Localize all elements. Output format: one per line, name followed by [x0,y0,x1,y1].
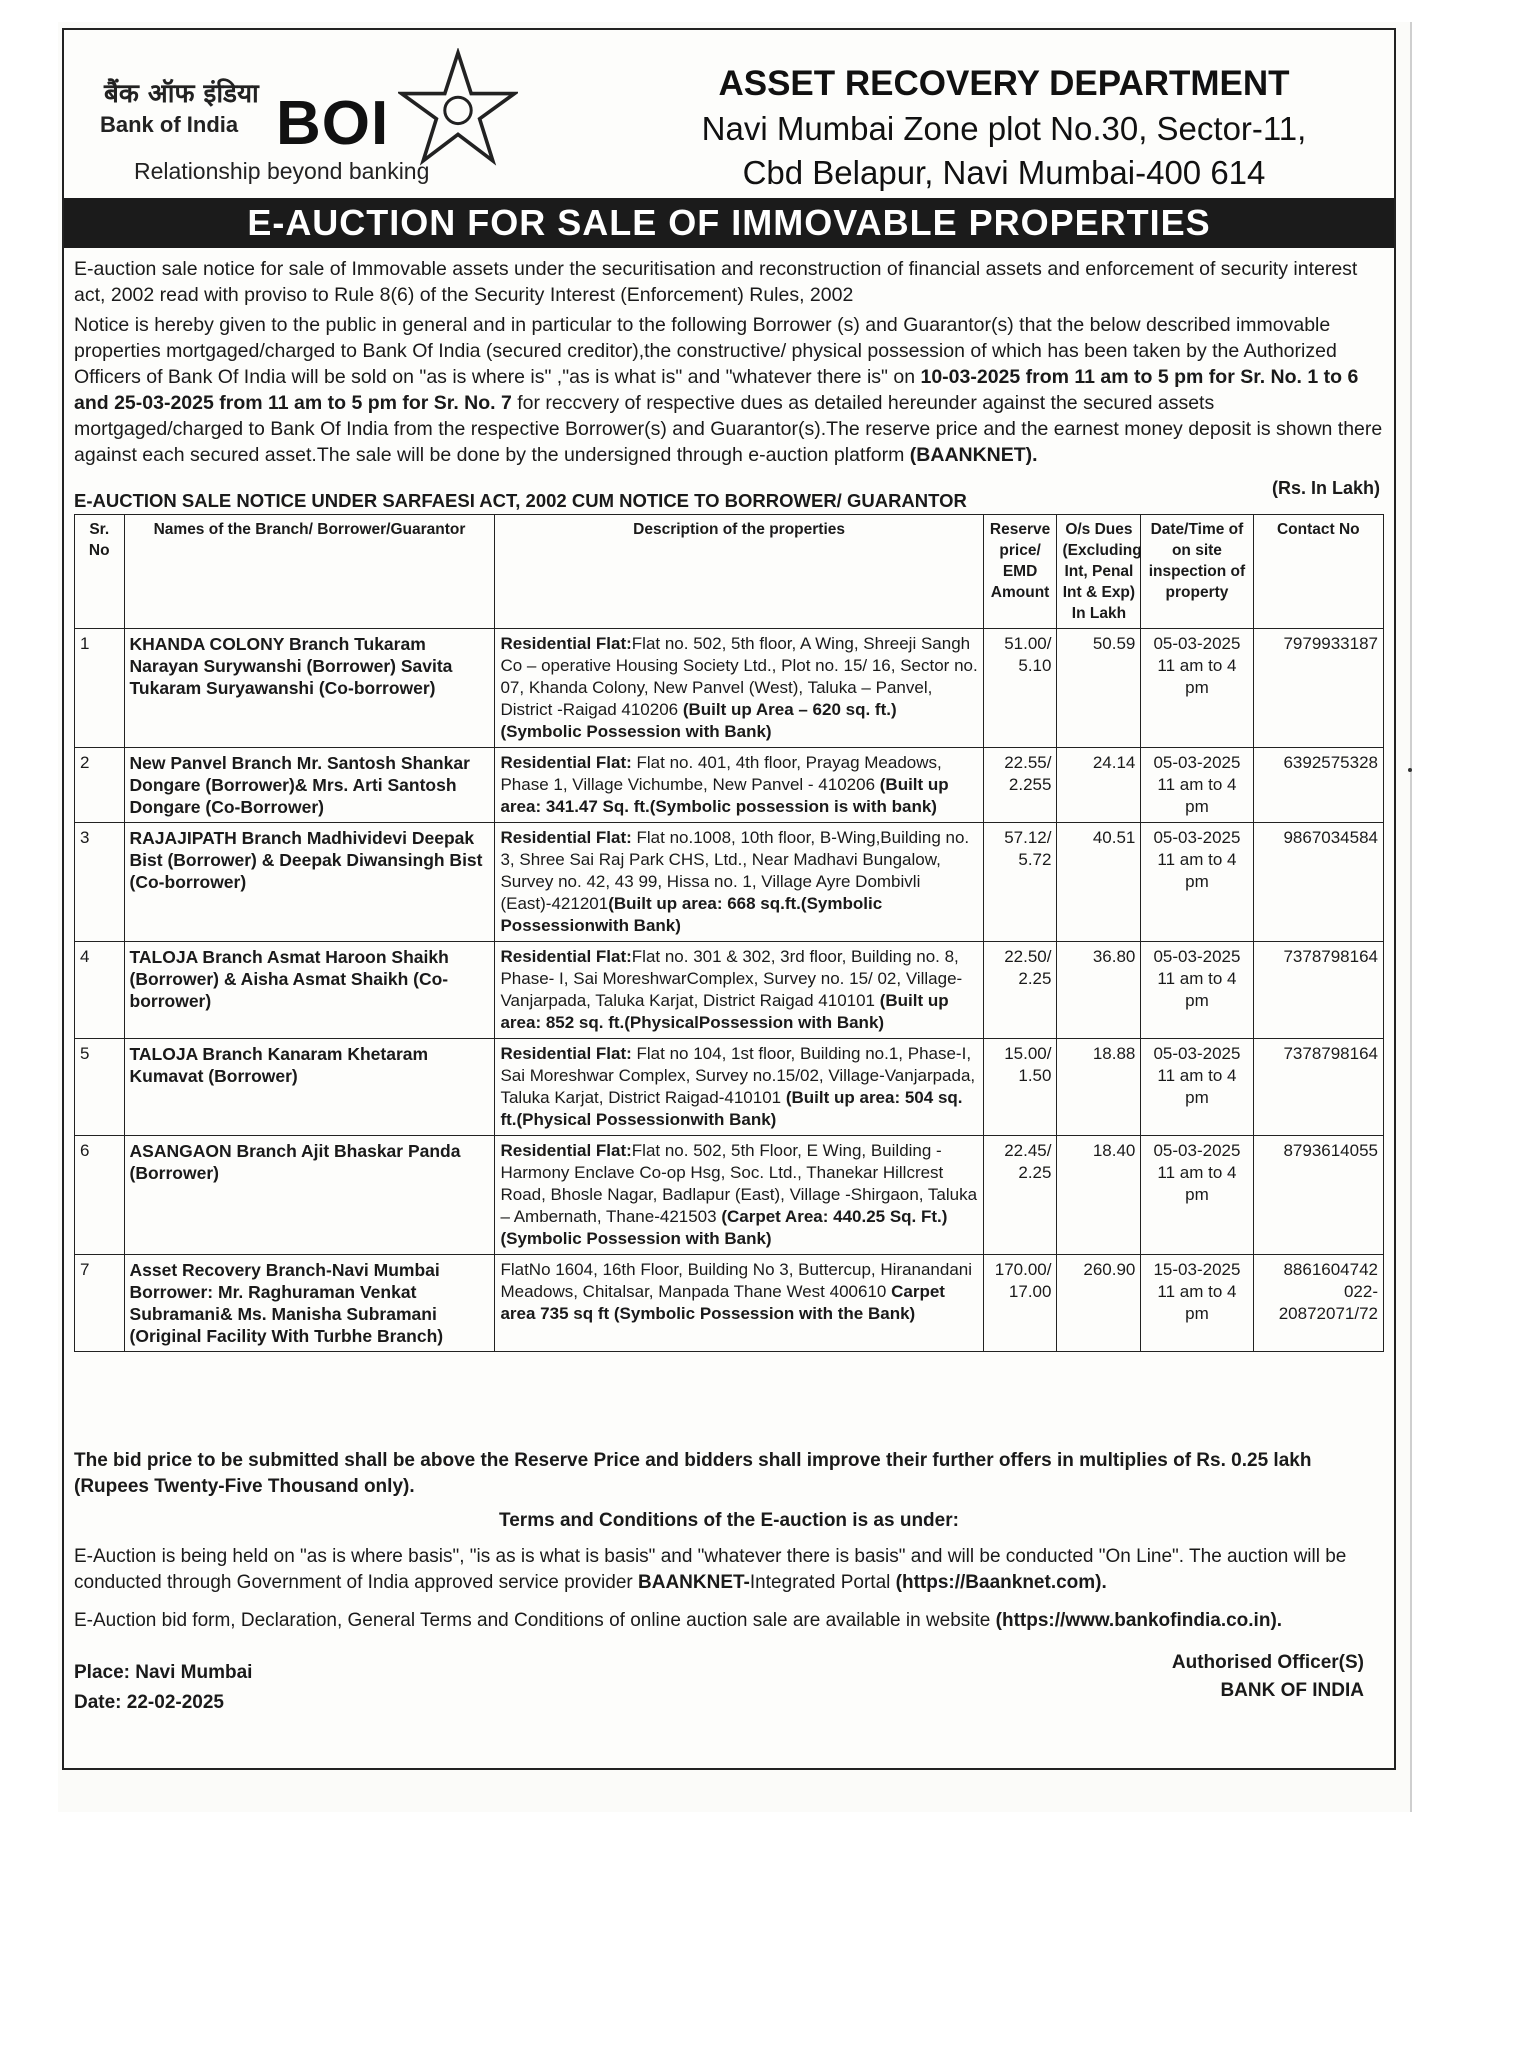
description-text: Flat no. 502, 5th floor, A Wing, Shreeji Sangh Co – operative Housing Society Ltd., Plot no. 15/ 16, Sector no. 07, Khanda Colony, New Panvel (West), Taluka – Panvel, District -Raigad 410206 [500,634,978,719]
cell-contact: 6392575328 [1253,748,1383,823]
cell-contact: 8861604742 022-20872071/72 [1253,1255,1383,1352]
table-row [75,629,1384,748]
cell-contact: 7378798164 [1253,942,1383,1039]
cell-sr-no: 1 [75,629,125,748]
cell-reserve-price: 170.00/ 17.00 [983,1255,1057,1352]
cell-reserve-price: 22.55/ 2.255 [983,748,1057,823]
cell-sr-no: 5 [75,1039,125,1136]
cell-description [495,823,983,942]
description-area: Carpet area 735 sq ft (Symbolic Possession with the Bank) [500,1282,945,1323]
header-sr-no: Sr. No [75,515,125,629]
logo-hindi-text: बैंक ऑफ इंडिया [104,79,259,109]
description-area: (Built up area: 504 sq. ft.(Physical Possessionwith Bank) [500,1088,963,1129]
cell-reserve-price: 57.12/ 5.72 [983,823,1057,942]
cell-borrower: Asset Recovery Branch-Navi Mumbai Borrower: Mr. Raghuraman Venkat Subramani& Ms. Manisha Subramani (Original Facility With Turbhe Branch) [124,1255,495,1352]
cell-sr-no: 4 [75,942,125,1039]
cell-dues: 260.90 [1057,1255,1141,1352]
cell-contact: 7979933187 [1253,629,1383,748]
cell-sr-no: 7 [75,1255,125,1352]
cell-dues: 50.59 [1057,629,1141,748]
cell-inspection-date: 05-03-2025 11 am to 4 pm [1141,1136,1253,1255]
department-title: ASSET RECOVERY DEPARTMENT [718,64,1290,103]
cell-inspection-date: 05-03-2025 11 am to 4 pm [1141,629,1253,748]
cell-reserve-price: 22.50/ 2.25 [983,942,1057,1039]
sub-heading: E-AUCTION SALE NOTICE UNDER SARFAESI ACT, 2002 CUM NOTICE TO BORROWER/ GUARANTOR [74,490,967,511]
description-area: (Built up Area – 620 sq. ft.) (Symbolic Possession with Bank) [500,700,897,741]
cell-description [495,629,983,748]
table-header-row [75,515,1384,629]
description-prefix: Residential Flat: [500,634,632,653]
intro-paragraph-1: E-auction sale notice for sale of Immovable assets under the securitisation and reconstruction of financial assets and enforcement of security interest act, 2002 read with proviso to Rule 8(6) of the Security Interest (Enforcement) Rules, 2002 [74,258,1358,306]
cell-dues: 24.14 [1057,748,1141,823]
cell-inspection-date: 05-03-2025 11 am to 4 pm [1141,748,1253,823]
cell-inspection-date: 05-03-2025 11 am to 4 pm [1141,942,1253,1039]
bank-signature: BANK OF INDIA [1220,1680,1364,1701]
logo-english-text: Bank of India [100,112,239,137]
cell-borrower: ASANGAON Branch Ajit Bhaskar Panda (Borrower) [124,1136,495,1255]
cell-description [495,1039,983,1136]
intro-paragraph-2: Notice is hereby given to the public in general and in particular to the following Borrower (s) and Guarantor(s) that the below described immovable properties mortgaged/charged to Bank Of India (secured creditor),the constructive/ physical possession of which has been taken by the Authorized Officers of Bank Of India will be sold on "as is where is" ,"as is what is" and "whatever there is" on 10-03-2025 from 11 am to 5 pm for Sr. No. 1 to 6 and 25-03-2025 from 11 am to 5 pm for Sr. No. 7 for reccvery of respective dues as detailed hereunder against the secured assets mortgaged/charged to Bank Of India from the respective Borrower(s) and Guarantor(s).The reserve price and the earnest money deposit is shown there against each secured asset.The sale will be done by the undersigned through e-auction platform (BAANKNET). [74,314,1383,466]
authorised-officer: Authorised Officer(S) [1171,1652,1364,1673]
terms-title: Terms and Conditions of the E-auction is as under: [499,1510,959,1531]
description-prefix: Residential Flat: [500,1044,632,1063]
cell-inspection-date: 05-03-2025 11 am to 4 pm [1141,823,1253,942]
properties-table [74,514,1384,1352]
cell-borrower: KHANDA COLONY Branch Tukaram Narayan Surywanshi (Borrower) Savita Tukaram Suryawanshi (Co-borrower) [124,629,495,748]
address-line-1: Navi Mumbai Zone plot No.30, Sector-11, [701,110,1307,147]
cell-sr-no: 6 [75,1136,125,1255]
description-text: Flat no. 401, 4th floor, Prayag Meadows, Phase 1, Village Vichumbe, New Panvel - 410206 [500,753,942,794]
cell-inspection-date: 15-03-2025 11 am to 4 pm [1141,1255,1253,1352]
table-row [75,1039,1384,1136]
header-dues: O/s Dues (Excluding Int, Penal Int & Exp) In Lakh [1057,515,1141,629]
header-names: Names of the Branch/ Borrower/Guarantor [124,515,495,629]
description-prefix: Residential Flat: [500,1141,632,1160]
cell-description [495,1136,983,1255]
description-text: FlatNo 1604, 16th Floor, Building No 3, Buttercup, Hiranandani Meadows, Chitalsar, Manpada Thane West 400610 [500,1260,973,1301]
table-row [75,1136,1384,1255]
tagline: Relationship beyond banking [134,158,430,184]
header-inspection-date: Date/Time of on site inspection of property [1141,515,1253,629]
description-text: Flat no.1008, 10th floor, B-Wing,Building no. 3, Shree Sai Raj Park CHS, Ltd., Near Madhavi Bungalow, Survey no. 42, 43 99, Hissa no. 1, Village Ayre Dombivli (East)-421201 [500,828,970,913]
terms-paragraph-2: E-Auction bid form, Declaration, General Terms and Conditions of online auction sale are available in website (https://www.bankofindia.co.in). [74,1610,1283,1631]
currency-unit-note: (Rs. In Lakh) [1271,478,1380,498]
cell-inspection-date: 05-03-2025 11 am to 4 pm [1141,1039,1253,1136]
cell-borrower: TALOJA Branch Asmat Haroon Shaikh (Borrower) & Aisha Asmat Shaikh (Co-borrower) [124,942,495,1039]
notice-date: Date: 22-02-2025 [74,1692,224,1713]
description-text: Flat no 104, 1st floor, Building no.1, Phase-I, Sai Moreshwar Complex, Survey no.15/02, Village-Vanjarpada, Taluka Karjat, District Raigad-410101 [500,1044,976,1107]
cell-description [495,942,983,1039]
description-area: (Carpet Area: 440.25 Sq. Ft.) (Symbolic Possession with Bank) [500,1207,948,1248]
description-prefix: Residential Flat: [500,828,632,847]
terms-paragraph-1: E-Auction is being held on "as is where basis", "is as is what is basis" and "whatever there is basis" and will be conducted "On Line". The auction will be conducted through Government of India approved service provider BAANKNET-Integrated Portal (https://Baanknet.com). [74,1546,1347,1593]
description-area: (Built up area: 852 sq. ft.(PhysicalPossession with Bank) [500,991,949,1032]
cell-description [495,748,983,823]
table-row [75,942,1384,1039]
table-row [75,748,1384,823]
print-speck [1408,768,1412,772]
star-logo-icon [398,48,518,168]
auction-notice [62,28,1396,1770]
description-prefix: Residential Flat: [500,947,632,966]
logo-boi: BOI [276,89,390,158]
cell-borrower: New Panvel Branch Mr. Santosh Shankar Dongare (Borrower)& Mrs. Arti Santosh Dongare (Co-Borrower) [124,748,495,823]
table-row [75,1255,1384,1352]
description-prefix: Residential Flat: [500,753,632,772]
address-line-2: Cbd Belapur, Navi Mumbai-400 614 [742,154,1266,191]
description-text: Flat no. 502, 5th Floor, E Wing, Building - Harmony Enclave Co-op Hsg, Soc. Ltd., Thanekar Hillcrest Road, Bhosle Nagar, Badlapur (East), Village -Shirgaon, Taluka – Ambernath, Thane-421503 [500,1141,978,1226]
cell-reserve-price: 22.45/ 2.25 [983,1136,1057,1255]
cell-reserve-price: 15.00/ 1.50 [983,1039,1057,1136]
notice-banner: E-AUCTION FOR SALE OF IMMOVABLE PROPERTIES [64,198,1394,248]
cell-description [495,1255,983,1352]
cell-contact: 7378798164 [1253,1039,1383,1136]
description-text: Flat no. 301 & 302, 3rd floor, Building no. 8, Phase- I, Sai MoreshwarComplex, Survey no. 15/ 02, Village-Vanjarpada, Taluka Karjat, District Raigad 410101 [500,947,963,1010]
cell-borrower: TALOJA Branch Kanaram Khetaram Kumavat (Borrower) [124,1039,495,1136]
bid-increment-note: The bid price to be submitted shall be above the Reserve Price and bidders shall improve their further offers in multiplies of Rs. 0.25 lakh (Rupees Twenty-Five Thousand only). [74,1450,1312,1497]
header-reserve-price: Reserve price/ EMD Amount [983,515,1057,629]
cell-reserve-price: 51.00/ 5.10 [983,629,1057,748]
cell-dues: 40.51 [1057,823,1141,942]
place: Place: Navi Mumbai [74,1662,253,1683]
description-area: (Built up area: 341.47 Sq. ft.(Symbolic possession is with bank) [500,775,949,816]
cell-dues: 18.88 [1057,1039,1141,1136]
cell-sr-no: 2 [75,748,125,823]
cell-sr-no: 3 [75,823,125,942]
cell-dues: 18.40 [1057,1136,1141,1255]
header-contact: Contact No [1253,515,1383,629]
cell-borrower: RAJAJIPATH Branch Madhividevi Deepak Bist (Borrower) & Deepak Diwansingh Bist (Co-borrower) [124,823,495,942]
cell-dues: 36.80 [1057,942,1141,1039]
table-row [75,823,1384,942]
description-area: (Built up area: 668 sq.ft.(Symbolic Possessionwith Bank) [500,894,883,935]
intro-text [74,256,1384,472]
cell-contact: 8793614055 [1253,1136,1383,1255]
header-description: Description of the properties [495,515,983,629]
cell-contact: 9867034584 [1253,823,1383,942]
